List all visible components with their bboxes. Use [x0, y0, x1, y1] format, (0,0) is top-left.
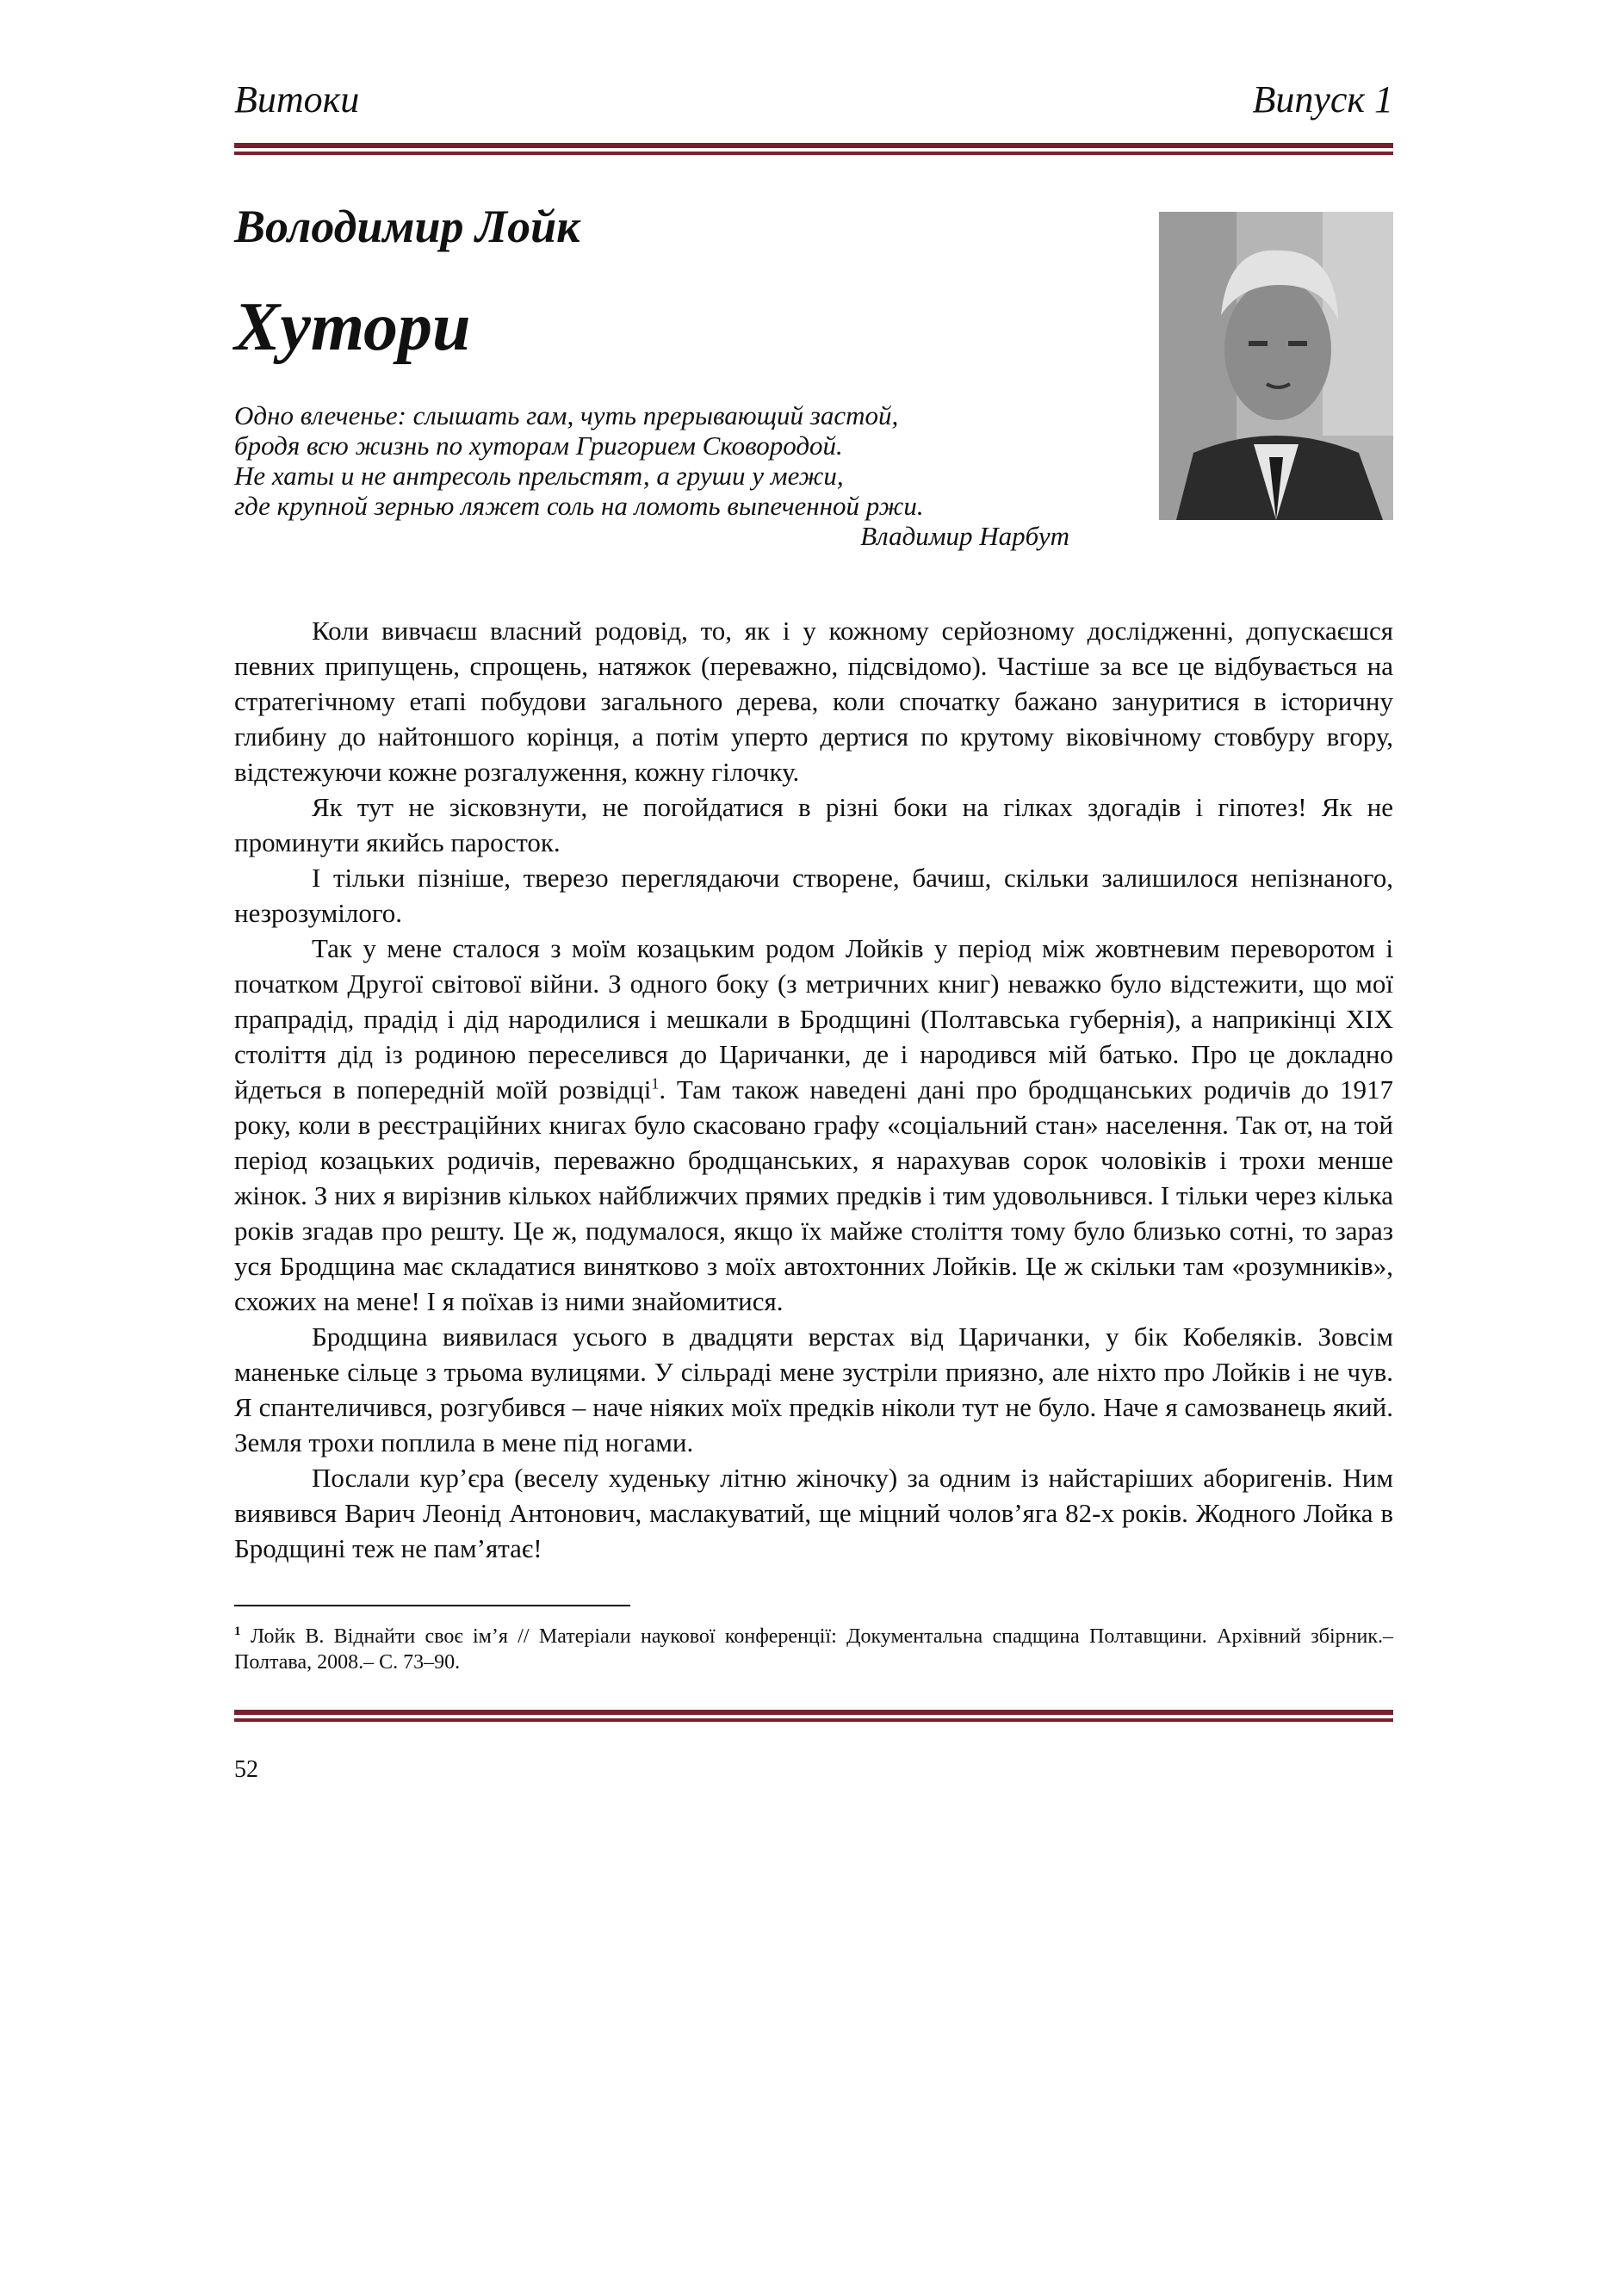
epigraph-line: где крупной зернью ляжет соль на ломоть выпеченной ржи. — [234, 491, 924, 521]
paragraph: І тільки пізніше, тверезо переглядаючи створене, бачиш, скільки залишилося непізнаного, незрозумілого. — [234, 863, 1393, 928]
author-photo — [1159, 212, 1393, 520]
paragraph-text: Так у мене сталося з моїм козацьким родом Лойків у період між жовтневим переворотом і початком Другої світової війни. З одного боку (з метричних книг) неважко було відстежити, що мої прапрадід, прадід і дід народилися і мешкали в Бродщині (Полтавська губернія), а наприкінці XIX століття дід із родиною переселився до Царичанки, де і народився мій батько. Про це докладно йдеться в попередній моїй розвідці — [234, 933, 1393, 1105]
header-rule — [234, 143, 1393, 155]
paragraph: Як тут не зісковзнути, не погойдатися в різні боки на гілках здогадів і гіпотез! Як не проминути якийсь паросток. — [234, 792, 1393, 857]
epigraph-line: бродя всю жизнь по хуторам Григорием Сковородой. — [234, 430, 843, 461]
paragraph: Коли вивчаєш власний родовід, то, як і у кожному серйозному дослідженні, допускаєшся певних припущень, спрощень, натяжок (переважно, підсвідомо). Частіше за все це відбувається на стратегічному етапі побудови загального дерева, коли спочатку бажано зануритися в історичну глибину до найтоншого корінця, а потім уперто дертися по крутому віковічному стовбуру вгору, відстежуючи кожне розгалуження, кожну гілочку. — [234, 616, 1393, 787]
epigraph-line: Одно влеченье: слышать гам, чуть прерывающий застой, — [234, 400, 899, 430]
journal-title: Витоки — [234, 78, 360, 121]
paragraph-text: . Там також наведені дані про бродщанських родичів до 1917 року, коли в реєстраційних книгах було скасовано графу «соціальний стан» населення. Так от, на той період козацьких родичів, переважно бродщанських, я нарахував сорок чоловіків і трохи менше жінок. З них я вирізнив кількох найближчих прямих предків і тим удовольнився. І тільки через кілька років згадав про решту. Це ж, подумалося, якщо їх майже століття тому було близько сотні, то зараз уся Бродщина має складатися винятково з моїх автохтонних Лойків. Це ж скільки там «розумників», схожих на мене! І я поїхав із ними знайомитися. — [234, 1074, 1393, 1316]
epigraph-attribution: Владимир Нарбут — [860, 521, 1069, 551]
footnote-reference[interactable]: 1 — [651, 1074, 660, 1092]
author-name: Володимир Лойк — [234, 201, 580, 252]
paragraph — [234, 931, 1393, 1319]
paragraph: Бродщина виявилася усього в двадцяти верстах від Царичанки, у бік Кобеляків. Зовсім маненьке сільце з трьома вулицями. У сільраді мене зустріли приязно, але ніхто про Лойків і не чув. Я спантеличився, розгубився – наче ніяких моїх предків ніколи тут не було. Наче я самозванець який. Земля трохи поплила в мене під ногами. — [234, 1321, 1393, 1457]
article-title: Хутори — [234, 289, 471, 365]
footer-rule — [234, 1710, 1393, 1722]
footnote-mark: 1 — [234, 1625, 241, 1638]
epigraph — [234, 400, 1069, 551]
paragraph: Послали кур’єра (веселу худеньку літню жіночку) за одним із найстаріших аборигенів. Ним виявився Варич Леонід Антонович, маслакуватий, ще міцний чолов’яга 82-х років. Жодного Лойка в Бродщині теж не пам’ятає! — [234, 1463, 1393, 1563]
article-body — [234, 613, 1393, 1566]
footnote-text: Лойк В. Віднайти своє ім’я // Матеріали наукової конференції: Документальна спадщина Полтавщини. Архівний збірник.– Полтава, 2008.– С. 73–90. — [234, 1625, 1393, 1674]
issue-label: Випуск 1 — [1252, 78, 1393, 121]
footnote — [234, 1618, 1393, 1675]
footnote-divider — [234, 1605, 630, 1606]
epigraph-line: Не хаты и не антресоль прельстят, а груши у межи, — [234, 461, 844, 491]
page-number: 52 — [234, 1756, 258, 1783]
